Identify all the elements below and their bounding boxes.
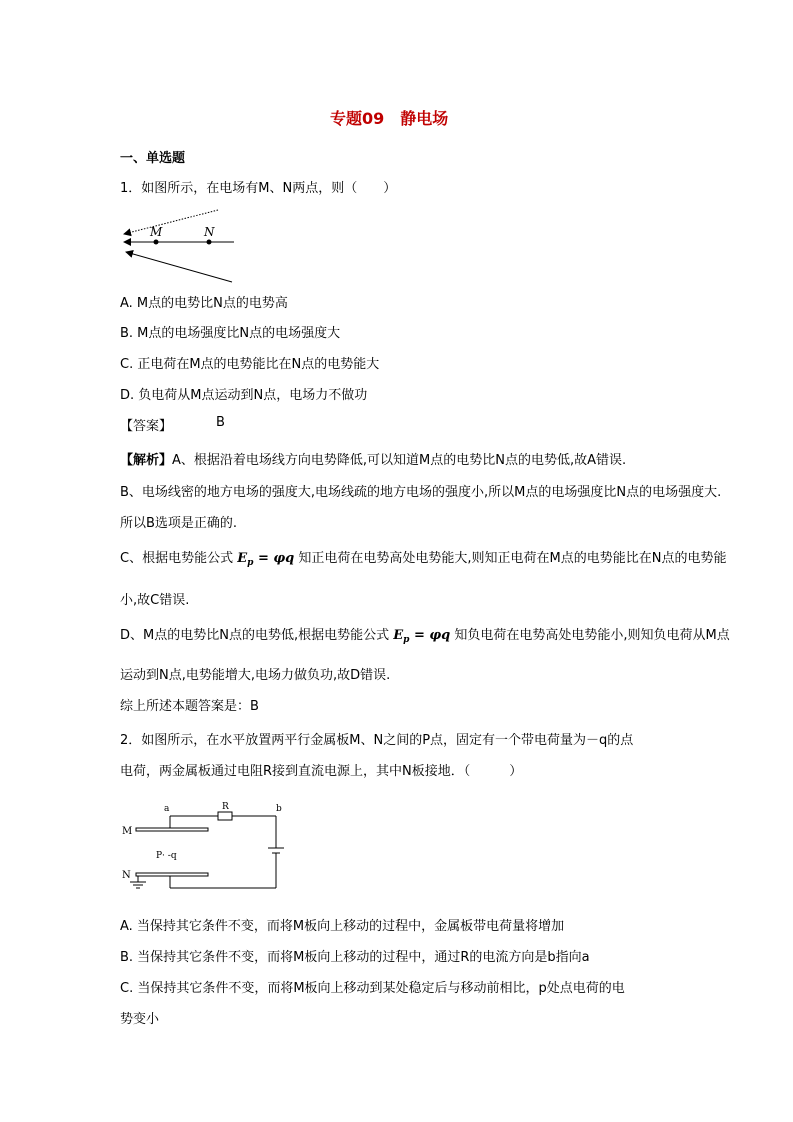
formula-ep-2: $E_p = \varphi q$ [393, 628, 451, 645]
label-m: M [122, 826, 133, 837]
q2-option-c-cont: 势变小 [120, 1012, 160, 1027]
point-n-dot [207, 240, 212, 245]
page-title: 专题09 静电场 [330, 109, 449, 128]
q1-option-d: D. 负电荷从M点运动到N点，电场力不做功 [120, 388, 368, 403]
point-m-label: M [150, 225, 163, 239]
label-r: R [222, 802, 229, 812]
formula-ep-1: $E_p = \varphi q$ [237, 551, 295, 568]
q2-option-b: B. 当保持其它条件不变，而将M板向上移动的过程中，通过R的电流方向是b指向a [120, 950, 590, 965]
q1-analysis-line-3: 所以B选项是正确的. [120, 516, 238, 531]
q1-answer-label: 【答案】 [120, 419, 173, 434]
label-p: P· -q [156, 851, 177, 861]
q1-figure [118, 198, 243, 288]
q2-stem-line-2: 电荷，两金属板通过电阻R接到直流电源上，其中N板接地．（ ） [120, 764, 523, 779]
q1-analysis-line-4: C、根据电势能公式 $E_p = \varphi q$ 知正电荷在电势高处电势能大,则知正电荷在M点的电势能比在N点的电势能 [120, 551, 727, 568]
q2-circuit-figure [118, 798, 288, 896]
q1-analysis-line-1: 【解析】A、根据沿着电场线方向电势降低,可以知道M点的电势比N点的电势低,故A错误. [120, 453, 627, 468]
q1-analysis-line-7: 运动到N点,电势能增大,电场力做负功,故D错误. [120, 668, 391, 683]
q1-answer-value: B [216, 415, 225, 430]
section-heading: 一、单选题 [120, 151, 186, 166]
q1-option-c: C. 正电荷在M点的电势能比在N点的电势能大 [120, 357, 380, 372]
q1-analysis-line-5: 小,故C错误. [120, 593, 190, 608]
q1-stem: 1．如图所示，在电场有M、N两点，则（ ） [120, 181, 397, 196]
field-line-bottom [126, 252, 232, 282]
point-n-label: N [204, 225, 215, 239]
resistor-r [218, 812, 232, 820]
q1-option-b: B. M点的电场强度比N点的电场强度大 [120, 326, 341, 341]
q2-option-c: C. 当保持其它条件不变，而将M板向上移动到某处稳定后与移动前相比，p处点电荷的电 [120, 981, 625, 996]
q2-stem-line-1: 2．如图所示，在水平放置两平行金属板M、N之间的P点，固定有一个带电荷量为－q的点 [120, 733, 634, 748]
q1-summary: 综上所述本题答案是：B [120, 699, 259, 714]
plate-n [136, 873, 208, 876]
q2-option-a: A. 当保持其它条件不变，而将M板向上移动的过程中，金属板带电荷量将增加 [120, 919, 565, 934]
q1-option-a: A. M点的电势比N点的电势高 [120, 296, 288, 311]
point-m-dot [154, 240, 159, 245]
q1-analysis-label: 【解析】 [120, 453, 173, 468]
q1-analysis-line-2: B、电场线密的地方电场的强度大,电场线疏的地方电场的强度小,所以M点的电场强度比N点的电场强度大. [120, 485, 722, 500]
label-n: N [122, 870, 131, 881]
label-a: a [164, 804, 170, 814]
plate-m [136, 828, 208, 831]
q1-analysis-line-6: D、M点的电势比N点的电势低,根据电势能公式 $E_p = \varphi q$ 知负电荷在电势高处电势能小,则知负电荷从M点 [120, 628, 730, 645]
label-b: b [276, 804, 282, 814]
